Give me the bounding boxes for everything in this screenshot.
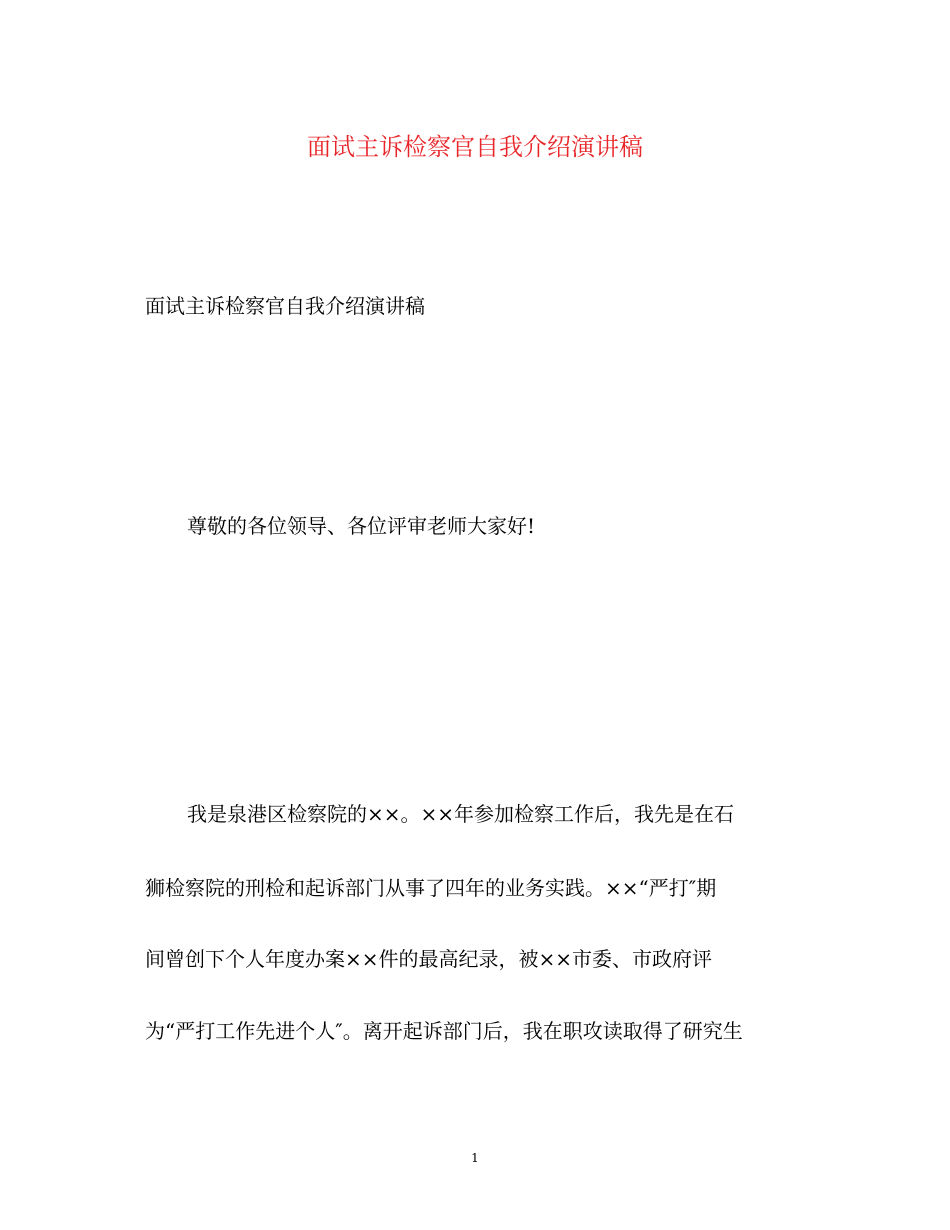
greeting-paragraph: 尊敬的各位领导、各位评审老师大家好! — [187, 514, 536, 538]
body-line: 间曾创下个人年度办案××件的最高纪录，被××市委、市政府评 — [145, 947, 713, 971]
body-line: 我是泉港区检察院的××。××年参加检察工作后，我先是在石 — [187, 802, 735, 826]
body-line: 狮检察院的刑检和起诉部门从事了四年的业务实践。××“严打″期 — [145, 876, 717, 900]
document-title: 面试主诉检察官自我介绍演讲稿 — [307, 133, 643, 161]
page-number: 1 — [471, 1151, 479, 1165]
body-line: 为“严打工作先进个人″。离开起诉部门后，我在职攻读取得了研究生 — [145, 1019, 743, 1043]
document-subtitle: 面试主诉检察官自我介绍演讲稿 — [145, 294, 425, 318]
